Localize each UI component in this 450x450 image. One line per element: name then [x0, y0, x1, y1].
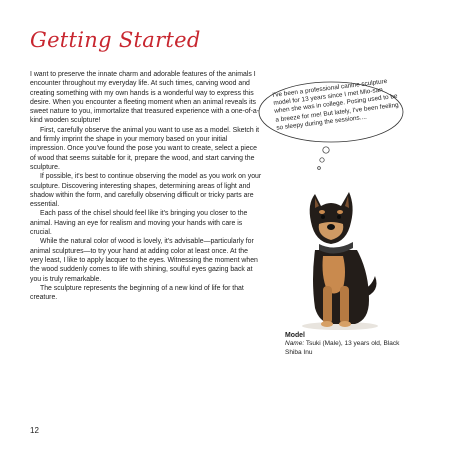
paragraph: While the natural color of wood is lovely, it's advisable—particularly for animal sculptures—to try your hand at adding color at least once. At the very least, I like to apply lacquer to the eyes. Witnessing the moment when the wood suddenly comes to life with shining, soulful eyes gazing back at you is truly remarkable.	[30, 238, 258, 283]
caption-details	[285, 340, 415, 357]
body-text	[30, 70, 262, 302]
paragraph: I want to preserve the innate charm and adorable features of the animals I encounter throughout my everyday life. At such times, carving wood and creating something with my own hands is a wonderful way to express this desire. When you encounter a fleeting moment when an animal reveals its sweet nature to you, immortalize that treasured experience with a one-of-a-kind wooden sculpture!	[30, 71, 260, 125]
paragraph: First, carefully observe the animal you want to use as a model. Sketch it and firmly imprint the shape in your memory based on your initial impression. Once you've found the pose you want to create, select a piece of wood that seems suitable for it, prepare the wood, and start carving the sculpture.	[30, 126, 260, 171]
photo-caption	[285, 332, 415, 357]
page-number: 12	[30, 426, 39, 435]
shiba-inu-photo	[285, 180, 395, 330]
page-title: Getting Started	[30, 28, 201, 52]
paragraph: Each pass of the chisel should feel like it's bringing you closer to the animal. Having an eye for realism and moving your hands with care is crucial.	[30, 210, 248, 237]
caption-name-label: Name:	[285, 340, 305, 348]
paragraph: If possible, it's best to continue observing the model as you work on your sculpture. Discovering interesting shapes, determining areas of light and shadow within the form, and carefully observing difficult or tricky parts are essential.	[30, 173, 262, 209]
paragraph: The sculpture represents the beginning of a new kind of life for that creature.	[30, 284, 244, 302]
caption-name-value: Tsuki (Male), 13 years old, Black Shiba Inu	[285, 340, 400, 356]
speech-bubble-text: I've been a professional canine sculpture model for 13 years since I met Mio-san when she was in college. Posing used to be a breeze for me! But lately, I've been feeling so sleepy during the sessions....	[272, 77, 399, 132]
caption-heading: Model	[285, 332, 305, 339]
speech-bubble	[256, 78, 406, 142]
